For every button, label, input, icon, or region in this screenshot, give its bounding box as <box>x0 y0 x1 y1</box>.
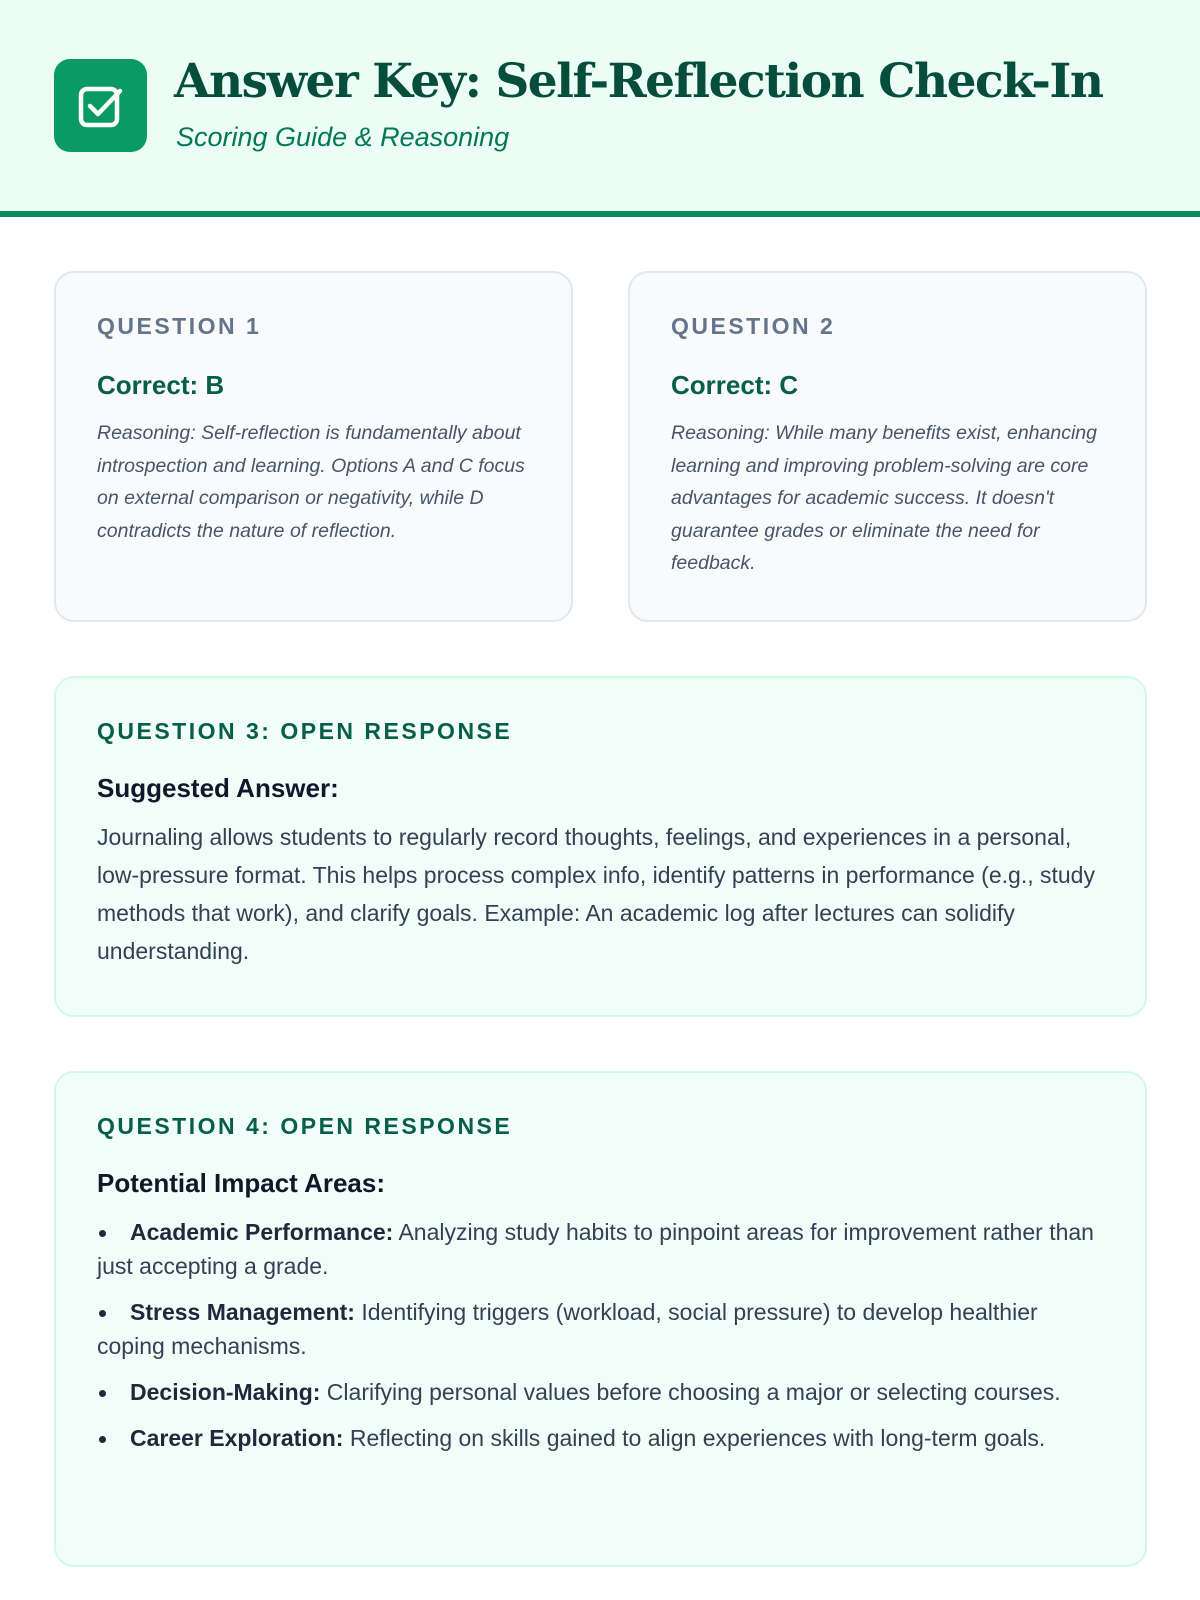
bullet-icon <box>99 1310 106 1317</box>
question-2-label: QUESTION 2 <box>671 313 836 339</box>
page-subtitle: Scoring Guide & Reasoning <box>176 122 510 152</box>
impact-term: Stress Management: <box>130 1299 355 1325</box>
bullet-icon <box>99 1436 106 1443</box>
impact-term: Career Exploration: <box>130 1425 344 1451</box>
question-2-correct: Correct: C <box>671 370 799 400</box>
impact-text: Analyzing study habits to pinpoint areas for improvement rather than just accepting a grade. <box>97 1219 1094 1279</box>
question-2-reasoning: Reasoning: While many benefits exist, enhancing learning and improving problem-solving are core advantages for academic success. It doesn't guarantee grades or eliminate the need for feedback. <box>671 422 1097 574</box>
question-1-reasoning: Reasoning: Self-reflection is fundamentally about introspection and learning. Options A and C focus on external comparison or negativity, while D contradicts the nature of reflection. <box>97 422 525 542</box>
list-item <box>97 1215 1105 1283</box>
question-4-subhead: Potential Impact Areas: <box>97 1168 386 1198</box>
question-3-answer: Journaling allows students to regularly record thoughts, feelings, and experiences in a personal, low-pressure format. This helps process complex info, identify patterns in performance (e.g., study methods that work), and clarify goals. Example: An academic log after lectures can solidify understanding. <box>97 824 1095 964</box>
impact-text: Reflecting on skills gained to align experiences with long-term goals. <box>343 1425 1046 1451</box>
question-4-card <box>54 1071 1147 1567</box>
page-title: Answer Key: Self-Reflection Check-In <box>174 54 1103 109</box>
page-header <box>0 0 1200 217</box>
list-item <box>97 1295 1105 1363</box>
question-1-label: QUESTION 1 <box>97 313 262 339</box>
list-item <box>97 1375 1105 1409</box>
question-1-correct: Correct: B <box>97 370 225 400</box>
impact-list <box>97 1215 1105 1455</box>
question-2-card <box>628 271 1147 622</box>
question-1-card <box>54 271 573 622</box>
bullet-icon <box>99 1390 106 1397</box>
question-4-label: QUESTION 4: OPEN RESPONSE <box>97 1113 513 1139</box>
checkbox-icon <box>54 59 147 152</box>
impact-text: Clarifying personal values before choosing a major or selecting courses. <box>320 1379 1061 1405</box>
question-3-subhead: Suggested Answer: <box>97 773 339 803</box>
impact-term: Academic Performance: <box>130 1219 394 1245</box>
list-item <box>97 1421 1105 1455</box>
question-3-card <box>54 676 1147 1017</box>
impact-term: Decision-Making: <box>130 1379 321 1405</box>
question-3-label: QUESTION 3: OPEN RESPONSE <box>97 718 513 744</box>
impact-text: Identifying triggers (workload, social pressure) to develop healthier coping mechanisms. <box>97 1299 1038 1359</box>
bullet-icon <box>99 1230 106 1237</box>
